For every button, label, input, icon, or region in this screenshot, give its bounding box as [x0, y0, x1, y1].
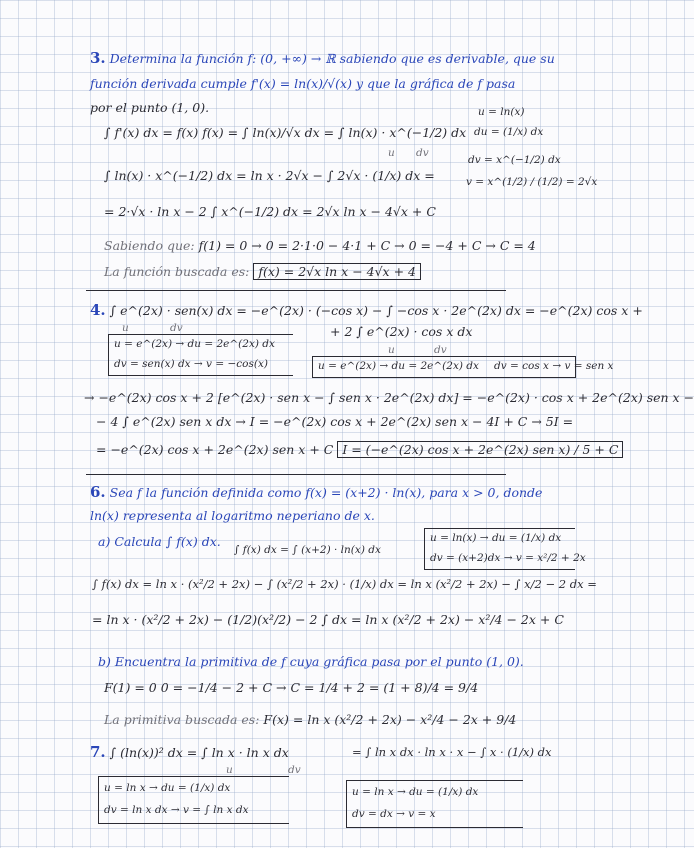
exercise-4-sub-1a: u = e^(2x) → du = 2e^(2x) dx	[114, 338, 275, 350]
exercise-6a-step-1: ∫ f(x) dx = ln x · (x²/2 + 2x) − ∫ (x²/2 + 2x) · (1/x) dx = ln x (x²/2 + 2x) − ∫ x/2 − 2 dx =	[92, 577, 597, 591]
exercise-6b-step-1: F(1) = 0 0 = −1/4 − 2 + C → C = 1/4 + 2 = (1 + 8)/4 = 9/4	[104, 680, 479, 695]
exercise-4-line-5	[96, 442, 623, 458]
exercise-4-dv-label-2: dv	[434, 344, 447, 356]
exercise-7-sub-2a: u = ln x → du = (1/x) dx	[352, 786, 479, 798]
exercise-6a-sub-dv: dv = (x+2)dx → v = x²/2 + 2x	[430, 552, 586, 564]
exercise-6b-title	[98, 654, 524, 670]
exercise-6a-label: a)	[98, 534, 111, 549]
exercise-6-text-1: Sea f la función definida como f(x) = (x+2) · ln(x), para x > 0, donde	[109, 485, 543, 500]
exercise-3-step-2: ∫ ln(x) · x^(−1/2) dx = ln x · 2√x − ∫ 2√x · (1/x) dx =	[104, 168, 435, 183]
exercise-7-sub-1a: u = ln x → du = (1/x) dx	[104, 782, 231, 794]
exercise-6b-lead: La primitiva buscada es:	[104, 712, 260, 727]
exercise-4-line-1	[90, 302, 643, 319]
exercise-3-step-3: = 2·√x · ln x − 2 ∫ x^(−1/2) dx = 2√x ln x − 4√x + C	[104, 204, 436, 219]
exercise-6a-text: Calcula ∫ f(x) dx.	[114, 534, 221, 549]
exercise-4-line-3: → −e^(2x) cos x + 2 [e^(2x) · sen x − ∫ sen x · 2e^(2x) dx] = −e^(2x) · cos x + 2e^(2x) sen x −	[84, 390, 694, 405]
exercise-3-step-4-lead: Sabiendo que:	[104, 238, 195, 253]
separator-2	[86, 474, 506, 475]
exercise-4-number: 4.	[90, 301, 106, 319]
exercise-3-sub-dv: dv = x^(−1/2) dx	[468, 154, 561, 166]
exercise-7-line-1	[90, 744, 289, 761]
exercise-3-final-answer: f(x) = 2√x ln x − 4√x + 4	[253, 263, 421, 280]
exercise-7-sub-2b: dv = dx → v = x	[352, 808, 436, 820]
exercise-4-sub-2b: dv = cos x → v = sen x	[494, 360, 614, 372]
exercise-4-sub-2a: u = e^(2x) → du = 2e^(2x) dx	[318, 360, 479, 372]
exercise-4-eq-5: = −e^(2x) cos x + 2e^(2x) sen x + C	[96, 442, 334, 457]
exercise-4-sub-1b: dv = sen(x) dx → v = −cos(x)	[114, 358, 268, 370]
exercise-6b-step-2	[104, 712, 516, 728]
exercise-6b-answer: F(x) = ln x (x²/2 + 2x) − x²/4 − 2x + 9/4	[263, 712, 517, 727]
exercise-4-dv-label-1: dv	[170, 322, 183, 334]
exercise-3-step-5	[104, 264, 421, 280]
exercise-4-eq-1: ∫ e^(2x) · sen(x) dx = −e^(2x) · (−cos x) − ∫ −cos x · 2e^(2x) dx = −e^(2x) cos x +	[109, 303, 643, 318]
exercise-6b-text: Encuentra la primitiva de f cuya gráfica pasa por el punto (1, 0).	[114, 654, 524, 669]
exercise-6a-step-2: = ln x · (x²/2 + 2x) − (1/2)(x²/2) − 2 ∫ dx = ln x (x²/2 + 2x) − x²/4 − 2x + C	[92, 612, 564, 627]
exercise-3-text-1: Determina la función f: (0, +∞) → ℝ sabiendo que es derivable, que su	[109, 51, 555, 66]
exercise-3-step-4	[104, 238, 536, 254]
exercise-6a-title	[98, 534, 221, 550]
exercise-3-statement-line-2: función derivada cumple f'(x) = ln(x)/√(x) y que la gráfica de f pasa	[90, 76, 516, 91]
exercise-7-u-label: u	[226, 764, 233, 776]
exercise-3-sub-du: du = (1/x) dx	[474, 126, 544, 138]
exercise-3-number: 3.	[90, 49, 106, 67]
exercise-3-step-1-dv-label: dv	[416, 147, 429, 159]
exercise-4-u-label-2: u	[388, 344, 395, 356]
exercise-7-right-step: = ∫ ln x dx · ln x · x − ∫ x · (1/x) dx	[352, 745, 552, 759]
exercise-6a-sub-u: u = ln(x) → du = (1/x) dx	[430, 532, 562, 544]
exercise-4-u-label-1: u	[122, 322, 129, 334]
exercise-7-dv-label: dv	[288, 764, 301, 776]
exercise-6-number: 6.	[90, 483, 106, 501]
exercise-7-sub-1b: dv = ln x dx → v = ∫ ln x dx	[104, 804, 249, 816]
exercise-3-step-5-lead: La función buscada es:	[104, 264, 250, 279]
exercise-3-statement-line-3: por el punto (1, 0).	[90, 100, 210, 115]
exercise-7-number: 7.	[90, 743, 106, 761]
exercise-4-line-4: − 4 ∫ e^(2x) sen x dx → I = −e^(2x) cos x + 2e^(2x) sen x − 4I + C → 5I =	[96, 414, 574, 429]
exercise-6b-label: b)	[98, 654, 111, 669]
exercise-3-step-1: ∫ f'(x) dx = f(x) f(x) = ∫ ln(x)/√x dx = ∫ ln(x) · x^(−1/2) dx	[104, 125, 467, 140]
separator-1	[86, 290, 506, 291]
exercise-3-sub-u: u = ln(x)	[478, 106, 525, 118]
exercise-4-final-answer: I = (−e^(2x) cos x + 2e^(2x) sen x) / 5 + C	[337, 441, 623, 458]
exercise-6-statement-line-1	[90, 484, 542, 501]
exercise-3-step-1-u-label: u	[388, 147, 395, 159]
exercise-6a-setup: ∫ f(x) dx = ∫ (x+2) · ln(x) dx	[234, 544, 381, 556]
exercise-4-line-2: + 2 ∫ e^(2x) · cos x dx	[330, 324, 473, 339]
exercise-6-statement-line-2: ln(x) representa al logaritmo neperiano de x.	[90, 508, 375, 523]
exercise-3-sub-v: v = x^(1/2) / (1/2) = 2√x	[466, 176, 598, 188]
exercise-3-step-4-eq: f(1) = 0 → 0 = 2·1·0 − 4·1 + C → 0 = −4 + C → C = 4	[198, 238, 536, 253]
exercise-3-statement-line-1	[90, 50, 555, 67]
exercise-7-eq-1: ∫ (ln(x))² dx = ∫ ln x · ln x dx	[109, 745, 289, 760]
